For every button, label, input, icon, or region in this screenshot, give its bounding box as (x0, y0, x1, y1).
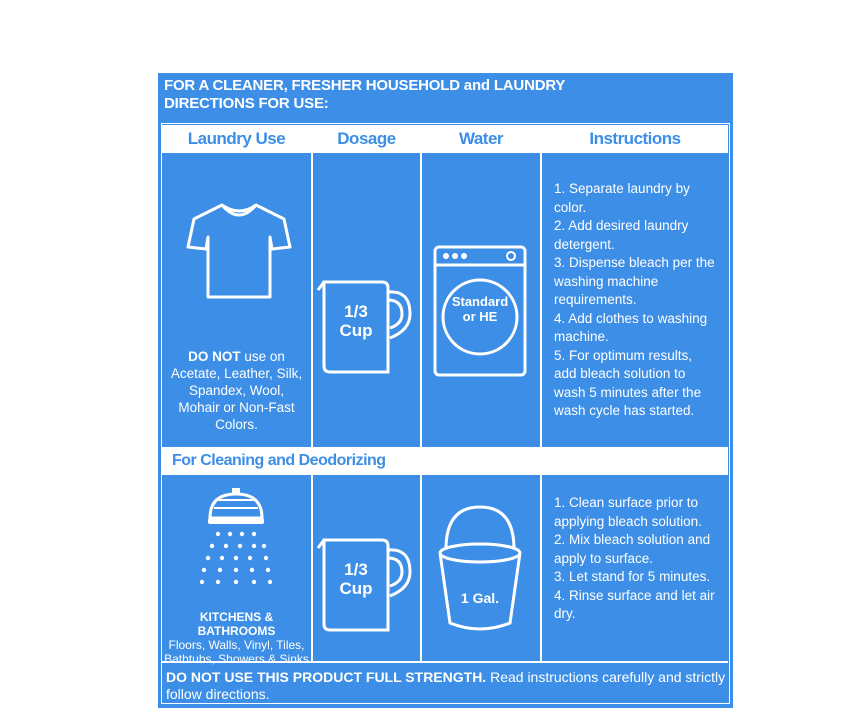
cleaning-area-line: Floors, Walls, Vinyl, Tiles, (168, 638, 305, 652)
cleaning-water: 1 Gal. (460, 590, 500, 606)
instruction-line: washing machine (554, 273, 659, 289)
instruction-line: requirements. (554, 292, 637, 307)
column-header-instructions: Instructions (542, 125, 728, 153)
directions-panel (158, 73, 733, 708)
instruction-line: wash 5 minutes after the (554, 384, 702, 400)
divider (420, 475, 422, 661)
laundry-water-type: Standard (451, 294, 509, 309)
divider (311, 475, 313, 661)
laundry-dosage (324, 302, 388, 340)
laundry-water (444, 294, 516, 324)
divider (311, 125, 313, 447)
column-header-dosage: Dosage (313, 125, 420, 153)
laundry-instructions (554, 180, 730, 421)
instruction-line: 1. Clean surface prior to (554, 495, 699, 510)
heading-line-1: FOR A CLEANER, FRESHER HOUSEHOLD and LAUNDRY (164, 77, 566, 94)
divider (540, 475, 542, 661)
divider (540, 125, 542, 447)
instruction-line: 1. Separate laundry by (554, 181, 690, 196)
section-header-cleaning: For Cleaning and Deodorizing (162, 447, 728, 475)
laundry-warning-line: Spandex, Wool, (188, 383, 285, 398)
instruction-line: 3. Let stand for 5 minutes. (554, 569, 711, 584)
instruction-line: 3. Dispense bleach per the (554, 255, 715, 270)
heading-line-2: DIRECTIONS FOR USE: (164, 95, 329, 112)
column-header-water: Water (422, 125, 540, 153)
instruction-line: 5. For optimum results, (554, 347, 693, 363)
t-shirt-icon (184, 201, 294, 301)
cleaning-area-title: KITCHENS & BATHROOMS (197, 610, 276, 638)
instruction-line: add bleach solution to (554, 366, 686, 381)
cleaning-instructions (554, 494, 730, 624)
instruction-line: applying bleach solution. (554, 513, 702, 529)
divider (420, 125, 422, 447)
laundry-warning-rest: use on (240, 349, 285, 364)
instruction-line: 4. Add clothes to washing (554, 310, 708, 326)
laundry-warning-bold: DO NOT (188, 349, 241, 364)
cleaning-dosage-unit: Cup (339, 579, 373, 598)
instruction-line: color. (554, 199, 587, 215)
instruction-line: apply to surface. (554, 550, 654, 566)
laundry-warning-line: Acetate, Leather, Silk, (170, 366, 303, 381)
laundry-dosage-amount: 1/3 (344, 302, 368, 321)
footer-warning (166, 669, 726, 703)
instruction-line: machine. (554, 329, 609, 344)
laundry-warning-line: Colors. (215, 417, 258, 432)
bucket-icon (436, 505, 524, 635)
instruction-line: 2. Add desired laundry (554, 218, 689, 233)
laundry-dosage-unit: Cup (339, 321, 373, 340)
instruction-line: 2. Mix bleach solution and (554, 532, 711, 547)
laundry-warning (164, 348, 309, 433)
instruction-line: detergent. (554, 236, 615, 252)
shower-head-icon (196, 488, 276, 588)
cleaning-dosage (324, 560, 388, 598)
footer-warning-rest: Read instructions carefully and strictly follow directions. (166, 669, 726, 702)
cleaning-dosage-amount: 1/3 (344, 560, 368, 579)
cleaning-area-line: Bathtubs, Showers & Sinks (164, 652, 309, 666)
instruction-line: wash cycle has started. (554, 403, 695, 418)
directions-heading (164, 77, 565, 113)
laundry-warning-line: Mohair or Non-Fast (178, 400, 295, 415)
column-header-laundry-use: Laundry Use (162, 125, 311, 153)
instruction-line: 4. Rinse surface and let air (554, 587, 715, 603)
instruction-line: dry. (554, 606, 576, 621)
cleaning-area (162, 610, 311, 666)
laundry-water-type-alt: or HE (462, 309, 498, 324)
footer-warning-bold: DO NOT USE THIS PRODUCT FULL STRENGTH. (166, 669, 487, 685)
